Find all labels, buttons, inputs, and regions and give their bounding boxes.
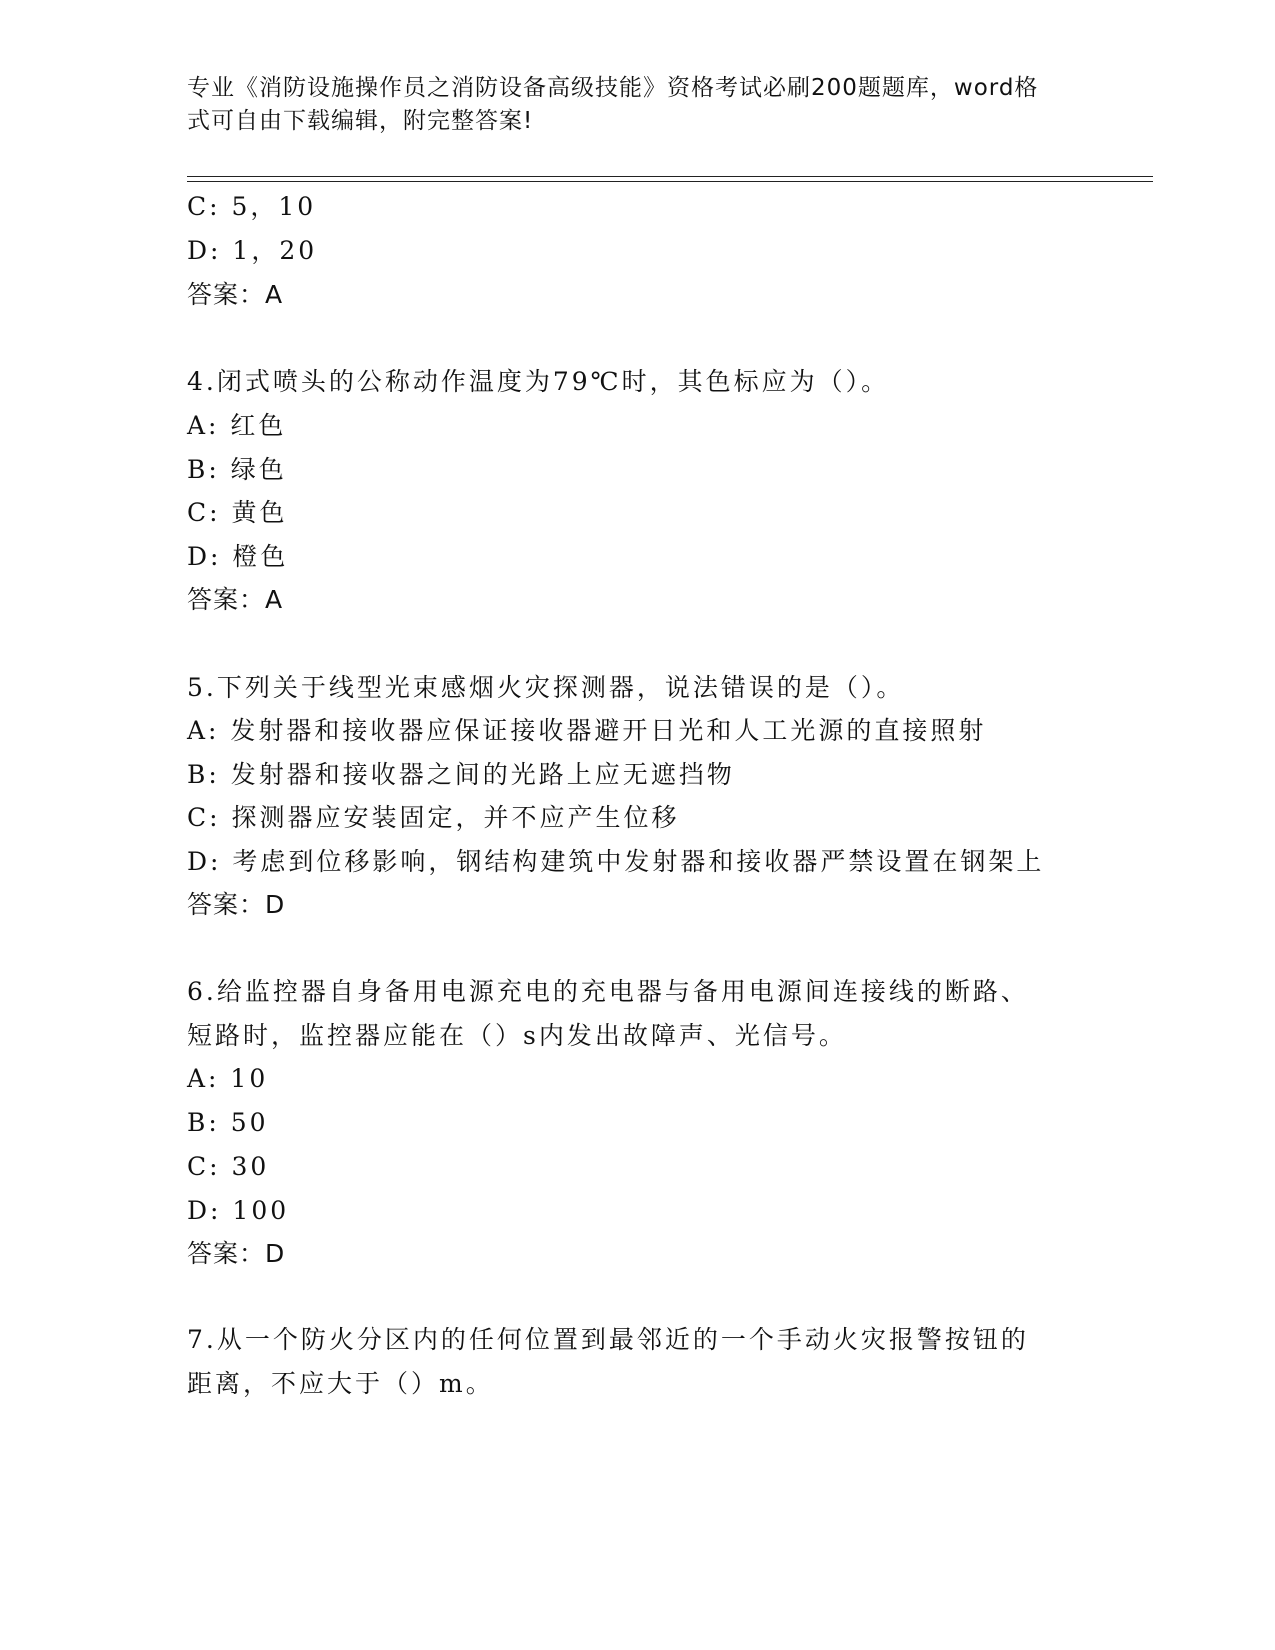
question-text: 4.闭式喷头的公称动作温度为79℃时，其色标应为（）。 [187,367,890,396]
answer-line: 答案：D [187,1239,286,1268]
header-line-2: 式可自由下载编辑，附完整答案! [187,108,534,134]
option-d: D: 1，20 [187,236,318,265]
answer-line: 答案：D [187,890,286,919]
answer-line: 答案：A [187,585,284,614]
question-text: 7.从一个防火分区内的任何位置到最邻近的一个手动火灾报警按钮的 [187,1325,1029,1354]
answer-line: 答案：A [187,280,284,309]
header-divider-bottom [187,181,1153,182]
option-c: C: 30 [187,1152,270,1181]
option-a: A: 红色 [187,411,287,440]
option-b: B: 50 [187,1108,269,1137]
option-c: C: 探测器应安装固定，并不应产生位移 [187,803,680,832]
option-c: C: 黄色 [187,498,288,527]
option-b: B: 发射器和接收器之间的光路上应无遮挡物 [187,760,735,789]
option-c: C: 5，10 [187,192,317,221]
option-d: D: 考虑到位移影响，钢结构建筑中发射器和接收器严禁设置在钢架上 [187,847,1045,876]
question-text: 6.给监控器自身备用电源充电的充电器与备用电源间连接线的断路、 [187,977,1029,1006]
option-d: D: 100 [187,1196,290,1225]
option-b: B: 绿色 [187,455,287,484]
header-line-1: 专业《消防设施操作员之消防设备高级技能》资格考试必刷200题题库，word格 [187,75,1039,101]
question-text-continued: 距离，不应大于（）m。 [187,1369,494,1398]
document-header [187,72,1067,138]
question-text: 5.下列关于线型光束感烟火灾探测器，说法错误的是（）。 [187,673,905,702]
question-text-continued: 短路时，监控器应能在（）s内发出故障声、光信号。 [187,1021,847,1050]
option-a: A: 10 [187,1064,269,1093]
option-a: A: 发射器和接收器应保证接收器避开日光和人工光源的直接照射 [187,716,987,745]
header-divider-top [187,176,1153,177]
option-d: D: 橙色 [187,542,289,571]
